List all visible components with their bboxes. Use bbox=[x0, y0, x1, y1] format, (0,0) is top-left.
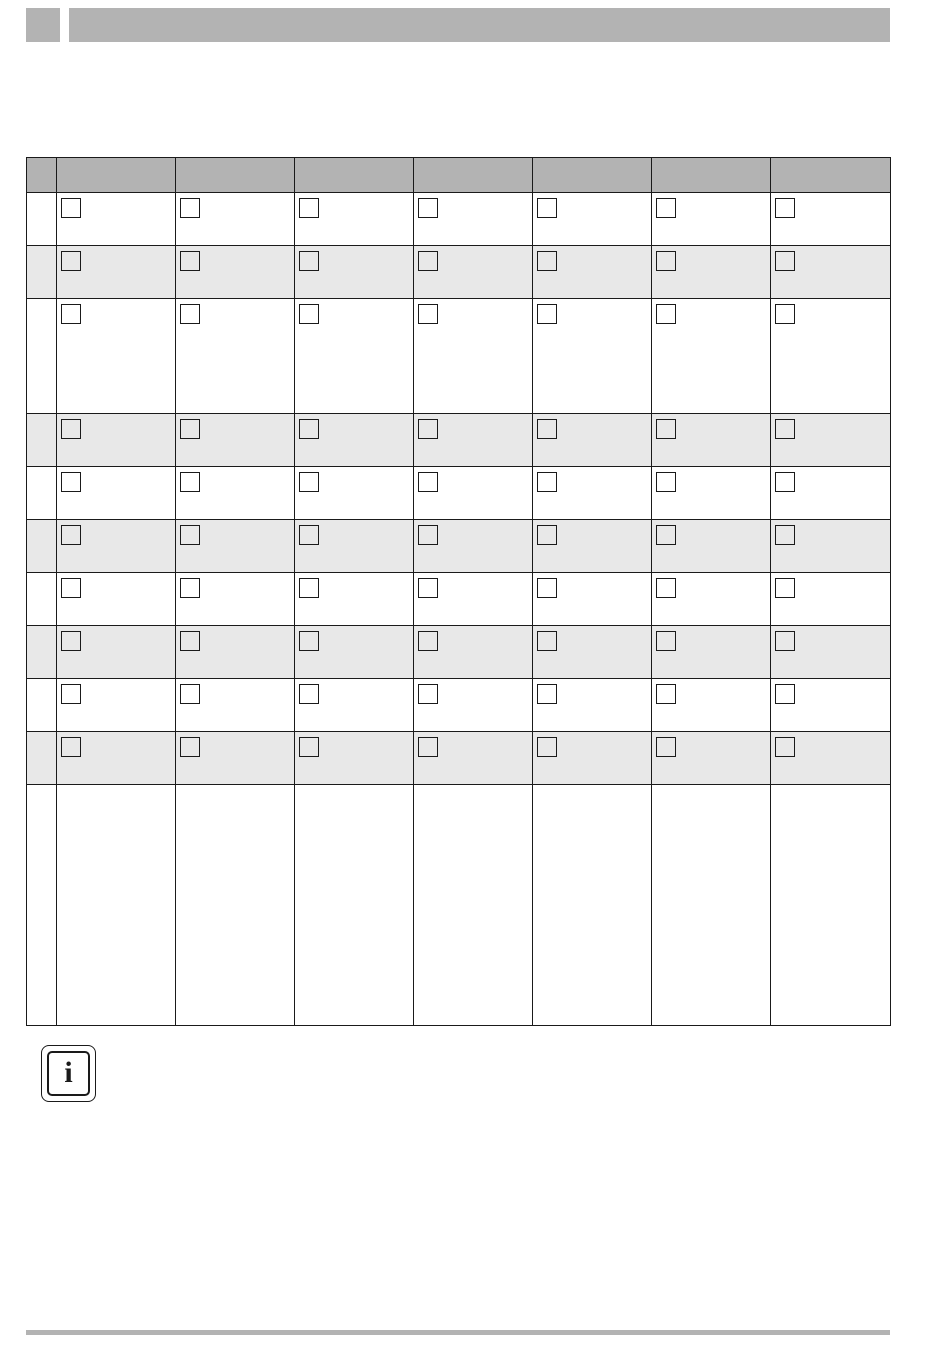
notes-cell[interactable] bbox=[771, 785, 891, 1026]
table-cell bbox=[414, 626, 533, 679]
checkbox[interactable] bbox=[299, 684, 319, 704]
column-header bbox=[295, 158, 414, 193]
table-cell bbox=[57, 626, 176, 679]
table-cell bbox=[414, 299, 533, 414]
checkbox[interactable] bbox=[537, 684, 557, 704]
table-row bbox=[27, 246, 891, 299]
column-header bbox=[176, 158, 295, 193]
table-cell bbox=[533, 193, 652, 246]
checkbox[interactable] bbox=[418, 631, 438, 651]
table-cell bbox=[771, 299, 891, 414]
checkbox[interactable] bbox=[537, 251, 557, 271]
row-label bbox=[27, 467, 57, 520]
table-cell bbox=[533, 573, 652, 626]
notes-row-label bbox=[27, 785, 57, 1026]
notes-cell[interactable] bbox=[533, 785, 652, 1026]
notes-cell[interactable] bbox=[57, 785, 176, 1026]
table-cell bbox=[533, 679, 652, 732]
table-cell bbox=[652, 573, 771, 626]
row-label bbox=[27, 520, 57, 573]
checkbox[interactable] bbox=[656, 737, 676, 757]
checkbox[interactable] bbox=[537, 631, 557, 651]
table-cell bbox=[57, 467, 176, 520]
table-cell bbox=[771, 732, 891, 785]
table-cell bbox=[295, 246, 414, 299]
row-label bbox=[27, 299, 57, 414]
table-cell bbox=[176, 467, 295, 520]
table-cell bbox=[533, 732, 652, 785]
checkbox[interactable] bbox=[299, 737, 319, 757]
checkbox[interactable] bbox=[180, 251, 200, 271]
checkbox[interactable] bbox=[180, 684, 200, 704]
table-cell bbox=[414, 732, 533, 785]
checkbox[interactable] bbox=[180, 419, 200, 439]
checkbox[interactable] bbox=[775, 251, 795, 271]
info-icon bbox=[41, 1045, 96, 1102]
checkbox[interactable] bbox=[299, 578, 319, 598]
table-cell bbox=[295, 573, 414, 626]
checkbox[interactable] bbox=[180, 304, 200, 324]
table-cell bbox=[533, 520, 652, 573]
table-cell bbox=[176, 246, 295, 299]
checkbox[interactable] bbox=[418, 684, 438, 704]
table-cell bbox=[414, 467, 533, 520]
checkbox[interactable] bbox=[61, 684, 81, 704]
checkbox[interactable] bbox=[299, 304, 319, 324]
table-cell bbox=[533, 626, 652, 679]
checkbox[interactable] bbox=[418, 419, 438, 439]
table-cell bbox=[57, 246, 176, 299]
column-header bbox=[27, 158, 57, 193]
table-cell bbox=[295, 520, 414, 573]
table-row bbox=[27, 299, 891, 414]
table-cell bbox=[533, 414, 652, 467]
row-label bbox=[27, 679, 57, 732]
table-cell bbox=[176, 520, 295, 573]
table-row bbox=[27, 679, 891, 732]
column-header bbox=[652, 158, 771, 193]
table-cell bbox=[652, 679, 771, 732]
checkbox[interactable] bbox=[418, 251, 438, 271]
table-cell bbox=[295, 414, 414, 467]
table-cell bbox=[771, 679, 891, 732]
table-cell bbox=[771, 414, 891, 467]
checkbox[interactable] bbox=[656, 251, 676, 271]
checkbox[interactable] bbox=[180, 198, 200, 218]
checkbox[interactable] bbox=[61, 419, 81, 439]
column-header bbox=[414, 158, 533, 193]
checkbox[interactable] bbox=[418, 737, 438, 757]
row-label bbox=[27, 246, 57, 299]
checkbox[interactable] bbox=[656, 472, 676, 492]
checkbox[interactable] bbox=[537, 578, 557, 598]
notes-cell[interactable] bbox=[295, 785, 414, 1026]
checkbox[interactable] bbox=[537, 737, 557, 757]
row-label bbox=[27, 732, 57, 785]
column-header bbox=[771, 158, 891, 193]
table-cell bbox=[176, 573, 295, 626]
checkbox[interactable] bbox=[299, 251, 319, 271]
checkbox[interactable] bbox=[418, 578, 438, 598]
checkbox[interactable] bbox=[656, 578, 676, 598]
table-cell bbox=[652, 246, 771, 299]
checkbox[interactable] bbox=[537, 304, 557, 324]
table-cell bbox=[295, 467, 414, 520]
checkbox[interactable] bbox=[775, 578, 795, 598]
checkbox[interactable] bbox=[656, 419, 676, 439]
checkbox[interactable] bbox=[299, 419, 319, 439]
table-cell bbox=[295, 299, 414, 414]
table-cell bbox=[771, 573, 891, 626]
checkbox[interactable] bbox=[418, 198, 438, 218]
checkbox[interactable] bbox=[775, 472, 795, 492]
checkbox[interactable] bbox=[180, 578, 200, 598]
notes-cell[interactable] bbox=[652, 785, 771, 1026]
checkbox[interactable] bbox=[61, 198, 81, 218]
checkbox[interactable] bbox=[61, 304, 81, 324]
table-cell bbox=[176, 732, 295, 785]
header-page-tab bbox=[26, 8, 60, 42]
table-cell bbox=[57, 414, 176, 467]
checkbox[interactable] bbox=[775, 419, 795, 439]
table-cell bbox=[57, 679, 176, 732]
table-cell bbox=[414, 246, 533, 299]
table-cell bbox=[176, 679, 295, 732]
table-cell bbox=[652, 626, 771, 679]
notes-cell[interactable] bbox=[176, 785, 295, 1026]
table-cell bbox=[176, 299, 295, 414]
checkbox[interactable] bbox=[656, 631, 676, 651]
table-cell bbox=[176, 626, 295, 679]
table-cell bbox=[57, 193, 176, 246]
checkbox[interactable] bbox=[418, 304, 438, 324]
checkbox[interactable] bbox=[775, 525, 795, 545]
checkbox[interactable] bbox=[61, 251, 81, 271]
column-header bbox=[533, 158, 652, 193]
checkbox[interactable] bbox=[299, 525, 319, 545]
checkbox[interactable] bbox=[180, 525, 200, 545]
table-row bbox=[27, 193, 891, 246]
table-row bbox=[27, 732, 891, 785]
table-cell bbox=[57, 299, 176, 414]
header-bar bbox=[69, 8, 890, 42]
checkbox[interactable] bbox=[537, 472, 557, 492]
table-cell bbox=[57, 732, 176, 785]
table-header-row bbox=[27, 158, 891, 193]
checkbox[interactable] bbox=[299, 631, 319, 651]
table-cell bbox=[57, 520, 176, 573]
checkbox[interactable] bbox=[418, 525, 438, 545]
checkbox[interactable] bbox=[61, 737, 81, 757]
table-cell bbox=[414, 573, 533, 626]
checkbox[interactable] bbox=[180, 472, 200, 492]
table-cell bbox=[533, 299, 652, 414]
checkbox[interactable] bbox=[775, 631, 795, 651]
table-cell bbox=[652, 467, 771, 520]
table-cell bbox=[414, 193, 533, 246]
table-row bbox=[27, 626, 891, 679]
checkbox[interactable] bbox=[656, 198, 676, 218]
checkbox[interactable] bbox=[61, 578, 81, 598]
checkbox[interactable] bbox=[418, 472, 438, 492]
table-cell bbox=[652, 193, 771, 246]
checkbox[interactable] bbox=[775, 198, 795, 218]
checkbox[interactable] bbox=[180, 737, 200, 757]
checkbox[interactable] bbox=[180, 631, 200, 651]
checkbox[interactable] bbox=[775, 684, 795, 704]
table-cell bbox=[295, 626, 414, 679]
table-cell bbox=[295, 732, 414, 785]
table-cell bbox=[57, 573, 176, 626]
table-row bbox=[27, 520, 891, 573]
checkbox[interactable] bbox=[537, 525, 557, 545]
table-cell bbox=[771, 520, 891, 573]
table-cell bbox=[295, 193, 414, 246]
table-cell bbox=[652, 299, 771, 414]
checkbox[interactable] bbox=[61, 472, 81, 492]
footer-bar bbox=[26, 1330, 890, 1335]
row-label bbox=[27, 414, 57, 467]
maintenance-log-table bbox=[26, 157, 891, 1026]
checkbox[interactable] bbox=[656, 684, 676, 704]
table-cell bbox=[771, 246, 891, 299]
checkbox[interactable] bbox=[299, 198, 319, 218]
table-row bbox=[27, 414, 891, 467]
table-cell bbox=[771, 467, 891, 520]
checkbox[interactable] bbox=[61, 525, 81, 545]
table-cell bbox=[533, 246, 652, 299]
checkbox[interactable] bbox=[656, 525, 676, 545]
table-cell bbox=[176, 193, 295, 246]
table-cell bbox=[414, 679, 533, 732]
table-cell bbox=[414, 414, 533, 467]
table-cell bbox=[652, 520, 771, 573]
table-cell bbox=[533, 467, 652, 520]
table-cell bbox=[295, 679, 414, 732]
row-label bbox=[27, 626, 57, 679]
table-cell bbox=[652, 414, 771, 467]
row-label bbox=[27, 193, 57, 246]
checkbox[interactable] bbox=[299, 472, 319, 492]
info-icon-frame bbox=[47, 1051, 90, 1096]
table-cell bbox=[771, 626, 891, 679]
notes-cell[interactable] bbox=[414, 785, 533, 1026]
table-cell bbox=[652, 732, 771, 785]
checkbox[interactable] bbox=[775, 737, 795, 757]
table-row bbox=[27, 573, 891, 626]
table-cell bbox=[414, 520, 533, 573]
checkbox[interactable] bbox=[537, 198, 557, 218]
checkbox[interactable] bbox=[775, 304, 795, 324]
checkbox[interactable] bbox=[656, 304, 676, 324]
row-label bbox=[27, 573, 57, 626]
column-header bbox=[57, 158, 176, 193]
table-row bbox=[27, 467, 891, 520]
info-glyph: i bbox=[64, 1056, 73, 1089]
checkbox[interactable] bbox=[61, 631, 81, 651]
table-cell bbox=[771, 193, 891, 246]
table-cell bbox=[176, 414, 295, 467]
checkbox[interactable] bbox=[537, 419, 557, 439]
notes-row bbox=[27, 785, 891, 1026]
